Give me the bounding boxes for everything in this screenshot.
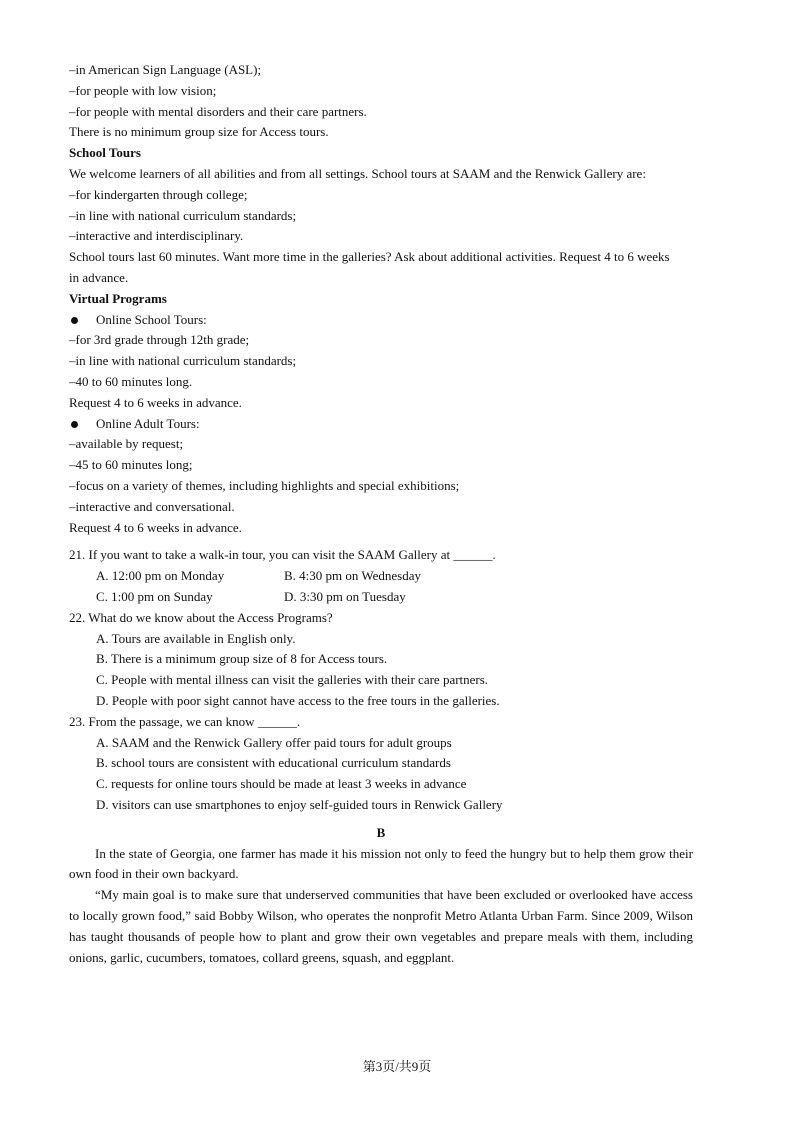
school-tours-line: –in line with national curriculum standards; bbox=[69, 207, 297, 223]
online-adult-line: Request 4 to 6 weeks in advance. bbox=[69, 519, 242, 535]
question-stem: 22. What do we know about the Access Programs? bbox=[69, 609, 333, 625]
question-stem: 21. If you want to take a walk-in tour, you can visit the SAAM Gallery at ______. bbox=[69, 547, 496, 563]
school-tours-line: School tours last 60 minutes. Want more time in the galleries? Ask about additional activities. Request 4 to 6 weeks bbox=[69, 249, 670, 265]
online-adult-line: –45 to 60 minutes long; bbox=[69, 457, 193, 473]
access-line: –in American Sign Language (ASL); bbox=[69, 62, 262, 77]
online-adult-line: –focus on a variety of themes, including highlights and special exhibitions; bbox=[69, 477, 460, 493]
option-d: D. visitors can use smartphones to enjoy self-guided tours in Renwick Gallery bbox=[96, 796, 503, 812]
option-row bbox=[69, 587, 693, 608]
bullet-icon bbox=[71, 317, 78, 324]
option-a: A. 12:00 pm on Monday bbox=[96, 568, 225, 584]
online-school-line: –for 3rd grade through 12th grade; bbox=[69, 332, 250, 348]
online-school-line: Request 4 to 6 weeks in advance. bbox=[69, 394, 242, 410]
question-22 bbox=[69, 608, 693, 712]
option-c: C. 1:00 pm on Sunday bbox=[96, 588, 213, 604]
school-tours-heading: School Tours bbox=[69, 145, 141, 161]
passage-paragraph: “My main goal is to make sure that underserved communities that have been excluded or overlooked have access to locally grown food,” said Bobby Wilson, who operates the nonprofit Metro Atlanta Urban Farm. Since 2009, Wilson has taught thousands of people how to plant and grow their own vegetables and prepare meals with them, including onions, garlic, cucumbers, tomatoes, collard greens, squash, and eggplant. bbox=[69, 887, 693, 965]
online-adult-tours-item bbox=[69, 414, 693, 435]
option-d: D. 3:30 pm on Tuesday bbox=[284, 588, 406, 604]
page-number: 第3页/共9页 bbox=[362, 1059, 432, 1074]
virtual-programs-heading: Virtual Programs bbox=[69, 290, 167, 306]
access-line: –for people with mental disorders and their care partners. bbox=[69, 103, 367, 119]
online-school-line: –40 to 60 minutes long. bbox=[69, 373, 193, 389]
option-b: B. school tours are consistent with educational curriculum standards bbox=[96, 755, 451, 771]
option-a: A. SAAM and the Renwick Gallery offer paid tours for adult groups bbox=[96, 734, 452, 750]
online-school-tours-title: Online School Tours: bbox=[96, 311, 207, 327]
school-tours-line: –interactive and interdisciplinary. bbox=[69, 228, 244, 244]
option-row bbox=[69, 566, 693, 587]
online-school-tours-item bbox=[69, 310, 693, 331]
online-adult-tours-title: Online Adult Tours: bbox=[96, 415, 200, 431]
option-b: B. 4:30 pm on Wednesday bbox=[284, 568, 422, 584]
question-23 bbox=[69, 712, 693, 816]
option-b: B. There is a minimum group size of 8 for Access tours. bbox=[96, 651, 388, 667]
question-21 bbox=[69, 545, 693, 607]
page-content bbox=[69, 60, 693, 968]
online-adult-line: –interactive and conversational. bbox=[69, 498, 235, 514]
option-d: D. People with poor sight cannot have access to the free tours in the galleries. bbox=[96, 692, 500, 708]
option-a: A. Tours are available in English only. bbox=[96, 630, 296, 646]
bullet-icon bbox=[71, 421, 78, 428]
access-line: –for people with low vision; bbox=[69, 82, 217, 98]
section-b-label: B bbox=[376, 824, 386, 840]
option-c: C. People with mental illness can visit the galleries with their care partners. bbox=[96, 672, 489, 688]
online-school-line: –in line with national curriculum standards; bbox=[69, 353, 297, 369]
online-adult-line: –available by request; bbox=[69, 436, 184, 452]
school-tours-line: –for kindergarten through college; bbox=[69, 186, 248, 202]
option-c: C. requests for online tours should be made at least 3 weeks in advance bbox=[96, 776, 467, 792]
school-tours-line: We welcome learners of all abilities and from all settings. School tours at SAAM and the Renwick Gallery are: bbox=[69, 165, 646, 181]
question-stem: 23. From the passage, we can know ______. bbox=[69, 713, 301, 729]
passage-paragraph: In the state of Georgia, one farmer has made it his mission not only to feed the hungry but to help them grow their own food in their own backyard. bbox=[69, 845, 693, 882]
school-tours-line: in advance. bbox=[69, 269, 129, 285]
access-line: There is no minimum group size for Access tours. bbox=[69, 124, 329, 140]
